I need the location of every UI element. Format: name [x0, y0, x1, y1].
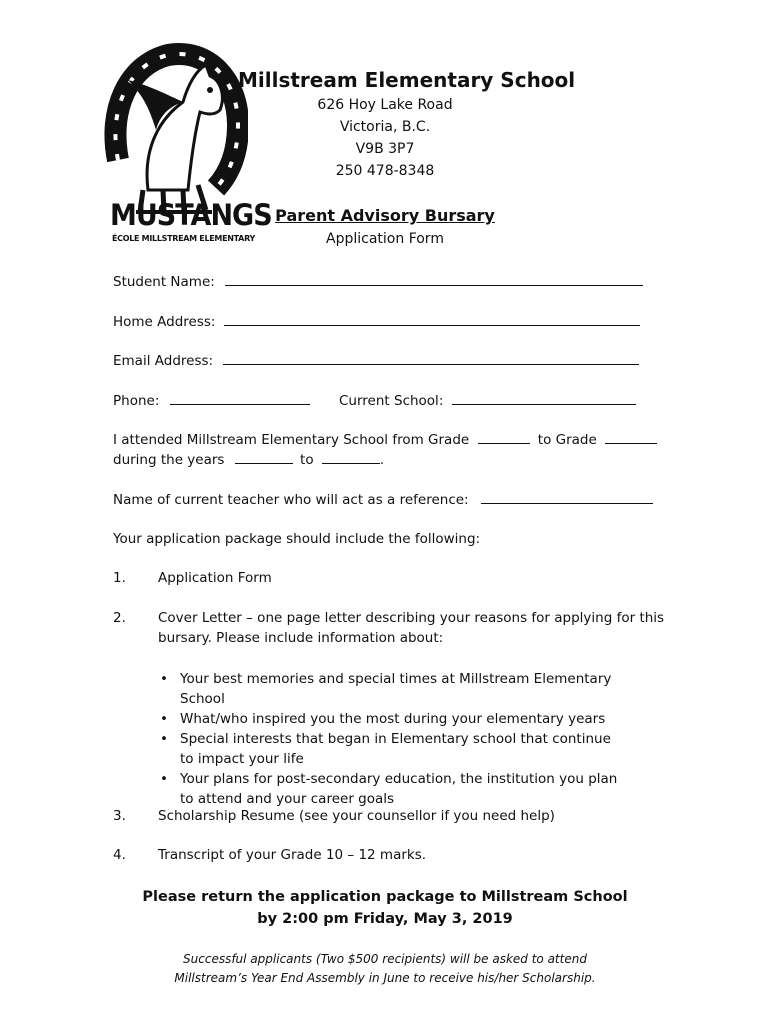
return-deadline: by 2:00 pm Friday, May 3, 2019: [257, 911, 513, 927]
return-notice-line: Please return the application package to Millstream School: [142, 889, 628, 905]
list-item: • What/who inspired you the most during your elementary years: [158, 709, 658, 729]
school-logo: [88, 40, 272, 250]
current-school-row: [339, 392, 636, 409]
item-number: 1.: [113, 570, 126, 586]
years-to-text: to: [300, 452, 314, 468]
years-text: during the years: [113, 452, 225, 468]
from-grade-field[interactable]: [478, 431, 530, 444]
logo-wordmark: MUSTANGS: [110, 198, 272, 233]
years-row: [113, 451, 384, 468]
email-address-label: Email Address:: [113, 353, 214, 369]
phone-field[interactable]: [170, 392, 310, 405]
form-title: Parent Advisory Bursary: [275, 206, 495, 225]
logo-subtitle: ÉCOLE MILLSTREAM ELEMENTARY: [112, 234, 255, 243]
email-address-field[interactable]: [223, 352, 639, 365]
to-year-field[interactable]: [322, 451, 380, 464]
address-line: V9B 3P7: [355, 141, 415, 157]
attended-text: I attended Millstream Elementary School from Grade: [113, 432, 470, 448]
item-number: 2.: [113, 610, 126, 626]
student-name-label: Student Name:: [113, 274, 215, 290]
list-item: • Your best memories and special times at Millstream Elementary School: [158, 669, 658, 709]
student-name-field[interactable]: [225, 273, 643, 286]
list-item: • Special interests that began in Elementary school that continue to impact your life: [158, 729, 620, 769]
attended-row: [113, 431, 657, 448]
phone-label: Phone:: [113, 393, 160, 409]
package-intro: Your application package should include the following:: [113, 531, 481, 547]
home-address-field[interactable]: [224, 313, 640, 326]
item-transcript: Transcript of your Grade 10 – 12 marks.: [158, 847, 427, 863]
current-school-label: Current School:: [339, 393, 444, 409]
years-period: .: [379, 452, 385, 468]
cover-letter-topics: [158, 669, 658, 809]
item-cover-letter: Cover Letter – one page letter describing your reasons for applying for this: [158, 610, 665, 626]
address-line: 626 Hoy Lake Road: [317, 97, 453, 113]
item-number: 3.: [113, 808, 126, 824]
reference-label: Name of current teacher who will act as a reference:: [113, 492, 469, 508]
current-school-field[interactable]: [452, 392, 636, 405]
to-grade-field[interactable]: [605, 431, 657, 444]
item-application-form: Application Form: [158, 570, 272, 586]
footnote: [120, 950, 650, 988]
item-number: 4.: [113, 847, 126, 863]
footnote-line: Successful applicants (Two $500 recipients) will be asked to attend: [183, 952, 587, 966]
item-scholarship-resume: Scholarship Resume (see your counsellor if you need help): [158, 808, 555, 824]
school-name: Millstream Elementary School: [238, 68, 576, 92]
home-address-label: Home Address:: [113, 314, 216, 330]
phone-row: [113, 392, 310, 409]
address-line: Victoria, B.C.: [339, 119, 431, 135]
list-item: • Your plans for post-secondary education, the institution you plan to attend and your career goals: [158, 769, 620, 809]
email-address-row: [113, 352, 639, 369]
footnote-line: Millstream’s Year End Assembly in June to receive his/her Scholarship.: [174, 971, 596, 985]
form-subtitle: Application Form: [326, 231, 444, 247]
reference-field[interactable]: [481, 491, 653, 504]
return-notice: [120, 886, 650, 930]
item-cover-letter-cont: bursary. Please include information about:: [158, 630, 444, 646]
from-year-field[interactable]: [235, 451, 293, 464]
home-address-row: [113, 313, 640, 330]
reference-row: [113, 491, 653, 508]
phone-line: 250 478-8348: [335, 163, 435, 179]
to-grade-text: to Grade: [537, 432, 597, 448]
student-name-row: [113, 273, 643, 290]
